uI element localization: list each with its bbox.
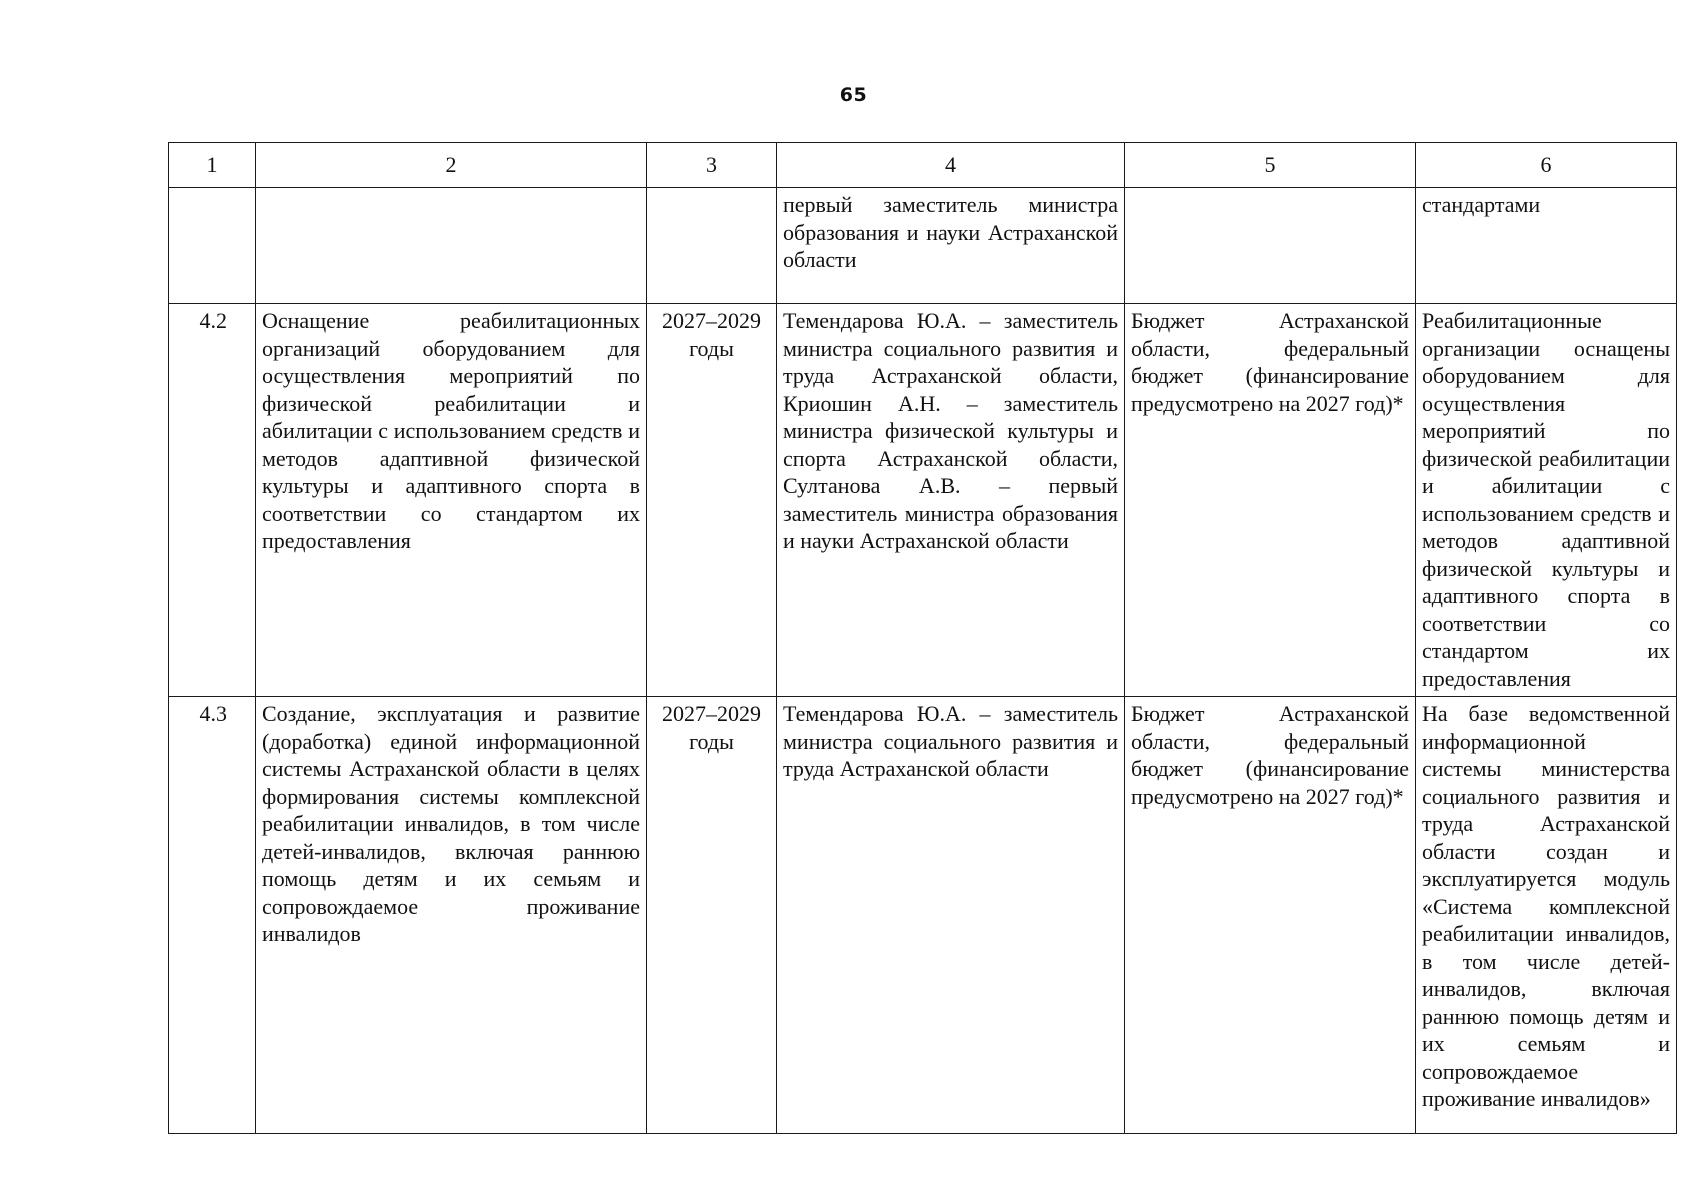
- table-header-row: [169, 143, 1677, 188]
- funding-cell: [1125, 188, 1416, 304]
- result-cell: На базе ведомственной информационной системы министерства социального развития и труда Астраханской области создан и эксплуатируется модуль «Система комплексной реабилитации инвалидов, в том числе детей-инвалидов, включая раннюю помощь детям и их семьям и сопровождаемое проживание инвалидов»: [1416, 697, 1677, 1134]
- column-header: 3: [647, 143, 777, 188]
- row-number: 4.2: [169, 304, 256, 697]
- column-header: 5: [1125, 143, 1416, 188]
- column-header: 1: [169, 143, 256, 188]
- result-cell: Реабилитационные организации оснащены оборудованием для осуществления мероприятий по физической реабилитации и абилитации с использованием средств и методов адаптивной физической культуры и адаптивного спорта в соответствии со стандартом их предоставления: [1416, 304, 1677, 697]
- period-cell: 2027–2029 годы: [647, 304, 777, 697]
- column-header: 4: [777, 143, 1125, 188]
- page-number: 65: [839, 84, 868, 106]
- funding-cell: Бюджет Астраханской области, федеральный бюджет (финансирование предусмотрено на 2027 год)*: [1125, 697, 1416, 1134]
- period-cell: [647, 188, 777, 304]
- funding-cell: Бюджет Астраханской области, федеральный бюджет (финансирование предусмотрено на 2027 год)*: [1125, 304, 1416, 697]
- table-row: [169, 304, 1677, 697]
- activity-cell: [256, 188, 647, 304]
- responsible-cell: первый заместитель министра образования и науки Астраханской области: [777, 188, 1125, 304]
- activity-cell: Оснащение реабилитационных организаций оборудованием для осуществления мероприятий по физической реабилитации и абилитации с использованием средств и методов адаптивной физической культуры и адаптивного спорта в соответствии со стандартом их предоставления: [256, 304, 647, 697]
- responsible-cell: Темендарова Ю.А. – заместитель министра социального развития и труда Астраханской области: [777, 697, 1125, 1134]
- column-header: 6: [1416, 143, 1677, 188]
- responsible-cell: Темендарова Ю.А. – заместитель министра социального развития и труда Астраханской области, Криошин А.Н. – заместитель министра физической культуры и спорта Астраханской области, Султанова А.В. – первый заместитель министра образования и науки Астраханской области: [777, 304, 1125, 697]
- column-header: 2: [256, 143, 647, 188]
- row-number: [169, 188, 256, 304]
- result-cell: стандартами: [1416, 188, 1677, 304]
- row-number: 4.3: [169, 697, 256, 1134]
- table-row: [169, 697, 1677, 1134]
- period-cell: 2027–2029 годы: [647, 697, 777, 1134]
- activity-cell: Создание, эксплуатация и развитие (доработка) единой информационной системы Астраханской области в целях формирования системы комплексной реабилитации инвалидов, в том числе детей-инвалидов, включая раннюю помощь детям и их семьям и сопровождаемое проживание инвалидов: [256, 697, 647, 1134]
- measures-table: [168, 142, 1677, 1134]
- table-row: [169, 188, 1677, 304]
